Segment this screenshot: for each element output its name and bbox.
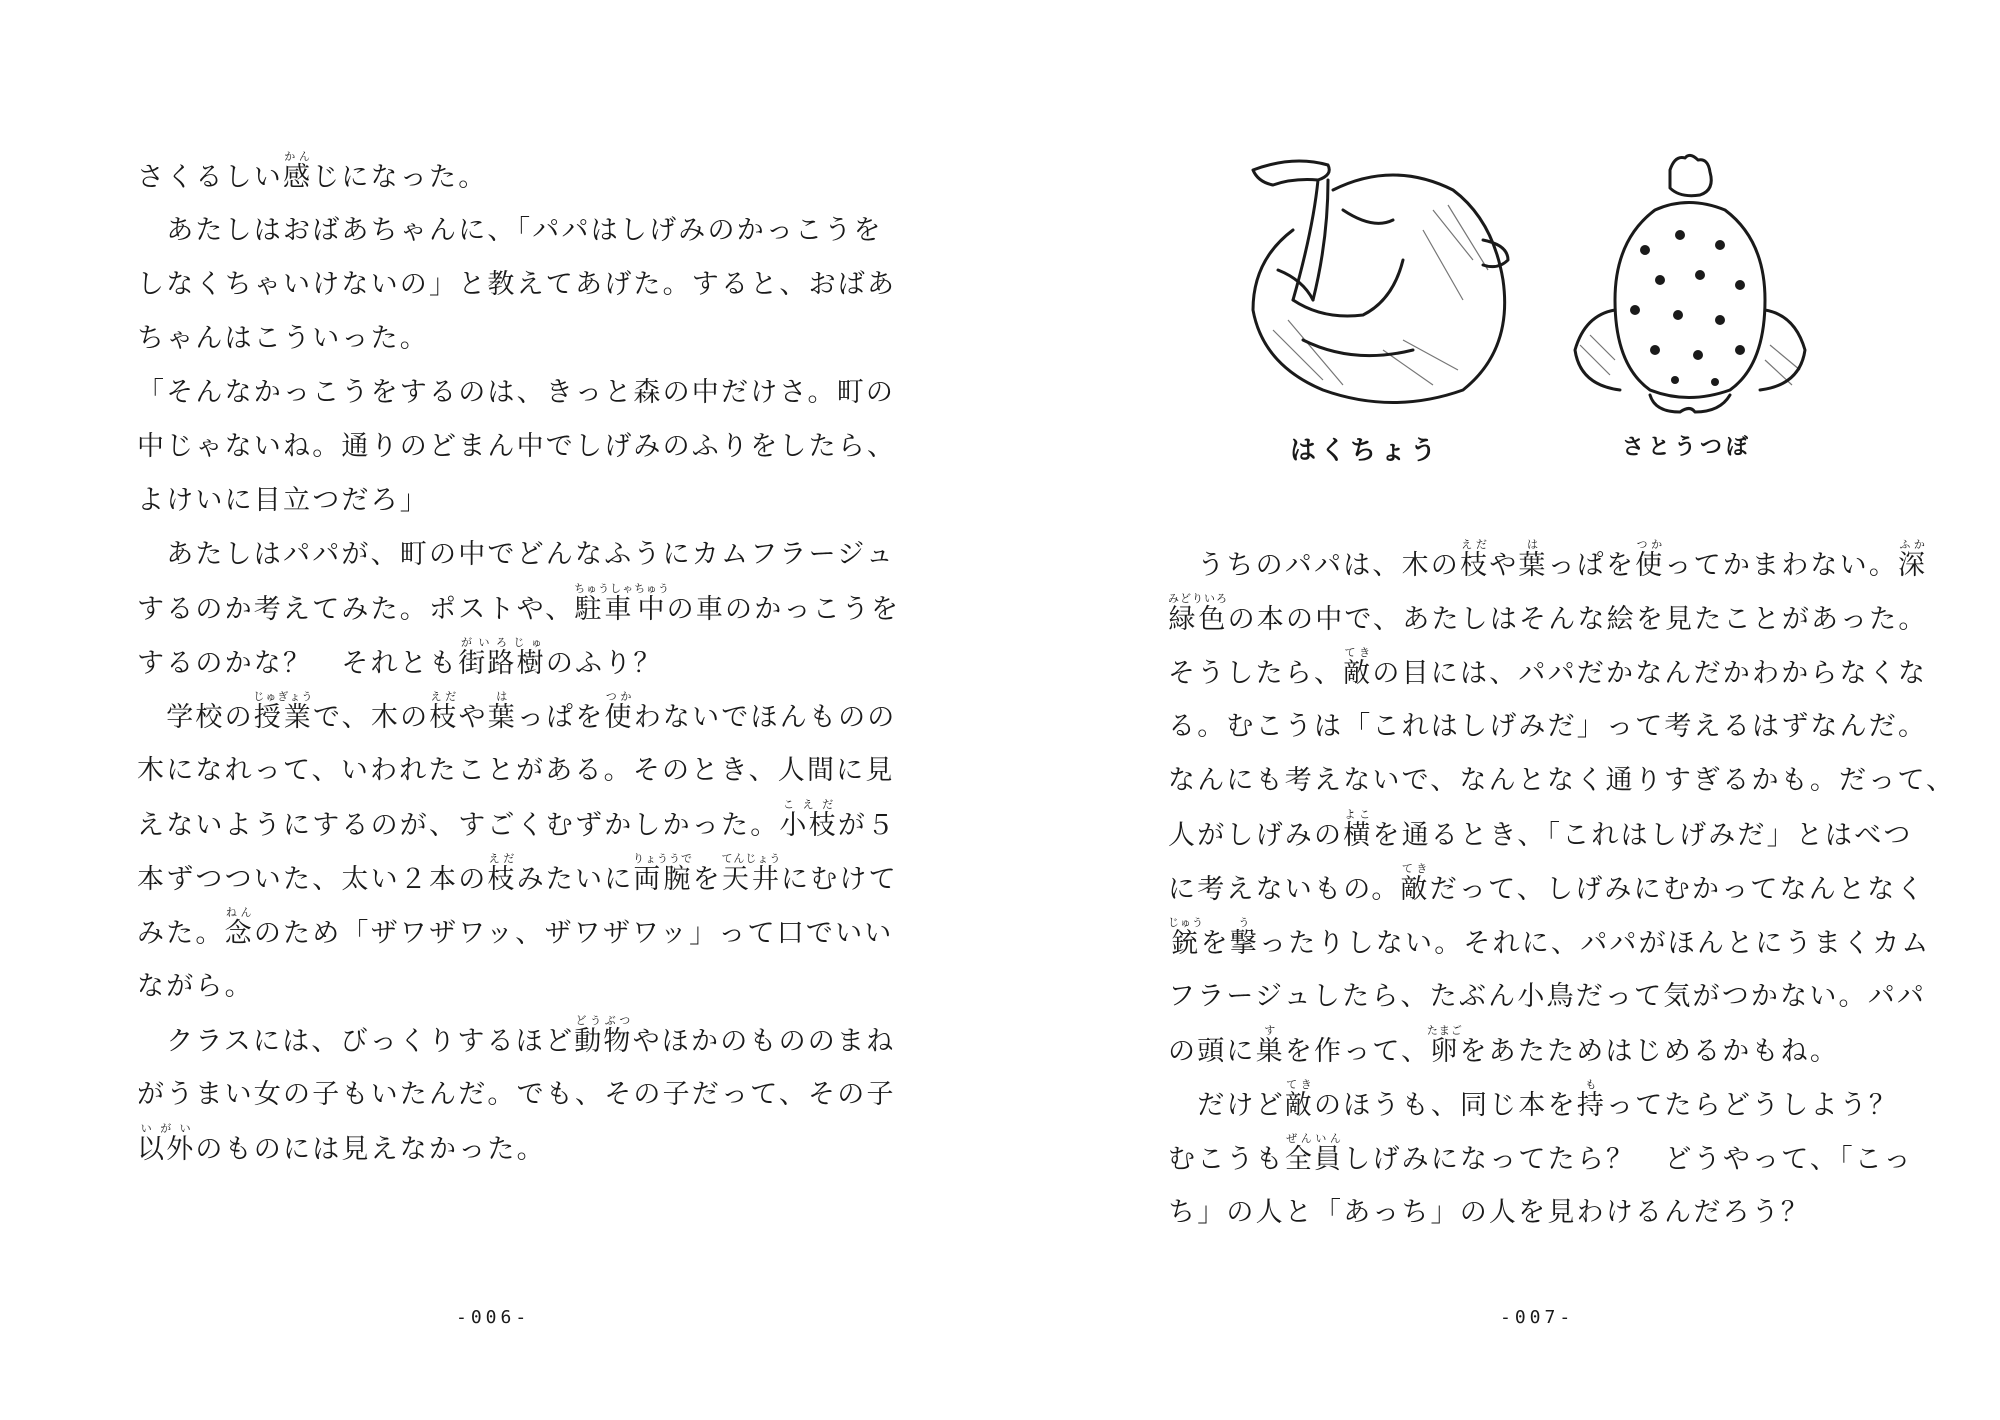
text-segment: がうまい女の子もいたんだ。でも、その子だって、その子 [137,1079,896,1110]
text-segment: 人がしげみの [1168,820,1344,851]
page-number-right: -007- [1500,1307,1575,1328]
text-segment: のふり？ [545,648,663,679]
furigana: よこ [1343,808,1373,821]
ruby-word [1898,538,1928,581]
ruby-base: 街路樹 [458,648,546,679]
furigana: う [1229,916,1259,929]
ruby-base: 撃 [1229,928,1259,959]
ruby-base: 敵 [1343,658,1373,689]
ruby-base: 両腕 [633,864,694,895]
ruby-word [224,906,254,949]
ruby-word [429,690,459,733]
ruby-word [487,852,517,895]
text-segment: するのかな？ それとも [137,648,459,679]
text-line [137,1068,896,1122]
ruby-base: 枝 [487,864,517,895]
text-segment: よけいに目立つだろ」 [137,485,429,516]
text-segment: 本ずつついた、太い２本の [137,864,488,895]
sugar-pot-pose-illustration [1560,150,1820,430]
ruby-base: 緑色 [1168,604,1228,635]
text-segment: のほうも、同じ本を [1314,1090,1577,1121]
furigana: みどりいろ [1168,592,1228,605]
text-segment: 木になれって、いわれたことがある。そのとき、人間に見 [137,755,895,786]
furigana: は [1518,538,1548,551]
ruby-word [487,690,517,733]
ruby-base: 全員 [1284,1144,1344,1175]
furigana: ねん [224,906,254,919]
ruby-base: 中 [634,594,671,625]
ruby-word [721,852,782,895]
ruby-word [253,690,314,733]
text-segment: 「そんなかっこうをするのは、きっと森の中だけさ。町の [137,377,896,408]
text-segment: うちのパパは、木の [1168,550,1460,581]
furigana: も [1576,1078,1607,1091]
ruby-base: 枝 [1460,550,1490,581]
furigana: えだ [487,852,517,865]
text-segment: の本の中で、あたしはそんな絵を見たことがあった。 [1227,604,1928,635]
ruby-word [1229,916,1259,959]
text-line [1168,538,1928,592]
furigana: ぜんいん [1284,1132,1344,1145]
ruby-base: 感 [283,162,313,193]
text-segment: するのか考えてみた。ポストや、 [137,594,575,625]
ruby-base: 以外 [137,1134,196,1165]
furigana: いがい [137,1122,196,1135]
text-segment: の頭に [1168,1036,1256,1067]
ruby-word [283,150,313,193]
ruby-base: 葉 [487,702,517,733]
text-segment: る。むこうは「これはしげみだ」って考えるはずなんだ。 [1168,711,1928,742]
text-segment: や [1489,550,1519,581]
text-segment: さくるしい [137,162,283,193]
text-line [1168,1132,1913,1186]
ruby-base: 枝 [429,702,459,733]
text-segment: クラスには、びっくりするほど [137,1026,575,1057]
ruby-base: 駐車 [574,594,635,625]
ruby-word [633,852,694,895]
right-page [1000,0,2000,1420]
text-segment: フラージュしたら、たぶん小鳥だって気がつかない。パパ [1168,981,1927,1012]
text-segment: むこうも [1168,1144,1285,1175]
ruby-word [1255,1024,1285,1067]
furigana: つか [1635,538,1665,551]
text-segment: だって、しげみにむかってなんとなく [1429,874,1926,905]
text-segment: の車のかっこうを [666,594,901,625]
text-segment: っぱを [1547,550,1636,581]
text-segment: みた。 [137,918,225,949]
ruby-base: 動物 [574,1026,633,1057]
text-segment: が５ [837,810,897,841]
ruby-word [1400,862,1430,905]
furigana: どうぶつ [574,1014,633,1027]
page-number-left: -006- [456,1307,531,1328]
ruby-base: 敵 [1400,874,1430,905]
ruby-word [574,1014,633,1057]
text-line [137,150,857,204]
left-body-text [137,150,901,1176]
ruby-word [458,636,546,679]
text-segment: で、木の [313,702,430,733]
text-segment: そうしたら、 [1168,658,1344,689]
text-segment: しなくちゃいけないの」と教えてあげた。すると、おばあ [137,269,897,300]
text-line [137,474,857,528]
ruby-base: 小枝 [779,810,838,841]
ruby-word [574,582,635,625]
text-segment: に考えないもの。 [1168,874,1401,905]
furigana: つか [604,690,634,703]
text-line [1168,592,1928,646]
ruby-word [604,690,634,733]
ruby-word [779,798,838,841]
ruby-word [1343,808,1373,851]
text-segment: ち」の人と「あっち」の人を見わけるんだろう？ [1168,1197,1811,1228]
ruby-base: 卵 [1426,1036,1463,1067]
ruby-base: 天井 [721,864,782,895]
furigana: ふか [1898,538,1928,551]
ruby-word [1518,538,1548,581]
text-segment: あたしはおばあちゃんに、「パパはしげみのかっこうを [137,215,883,246]
text-line [137,204,883,258]
text-segment: あたしはパパが、町の中でどんなふうにカムフラージュ [137,539,896,570]
text-line [1168,916,1931,970]
ruby-base: 横 [1343,820,1373,851]
ruby-base: 使 [604,702,634,733]
text-segment: のため「ザワザワッ、ザワザワッ」って口でいい [253,918,894,949]
furigana: てんじょう [721,852,782,865]
text-line [137,420,897,474]
furigana: じゅぎょう [253,690,314,703]
text-line [1168,700,1928,754]
ruby-word [1576,1078,1607,1121]
ruby-base: 使 [1635,550,1665,581]
text-segment: しげみになってたら？ どうやって、「こっ [1343,1144,1913,1175]
text-segment: えないようにするのが、すごくむずかしかった。 [137,810,780,841]
furigana: えだ [1460,538,1490,551]
text-line [137,1014,896,1068]
furigana: ちゅうしゃ [574,582,635,595]
text-segment: 学校の [137,702,254,733]
text-line [137,798,897,852]
text-segment: のものには見えなかった。 [195,1134,546,1165]
text-line [1168,646,1928,700]
text-line [1168,1024,1888,1078]
text-line [137,582,901,636]
furigana: りょううで [633,852,694,865]
furigana: じゅう [1168,916,1204,929]
text-line [137,366,896,420]
text-segment: ったりしない。それに、パパがほんとにうまくカム [1259,928,1931,959]
text-segment: ながら。 [137,971,254,1002]
text-segment: を [1200,928,1230,959]
ruby-word [1426,1024,1463,1067]
text-segment: だけど [1168,1090,1285,1121]
ruby-word [137,1122,196,1165]
text-line [1168,1078,1899,1132]
furigana: えだ [429,690,459,703]
text-line [137,258,897,312]
furigana: は [487,690,517,703]
caption-swan: はくちょう [1290,436,1441,466]
furigana: がいろじゅ [458,636,546,649]
ruby-base: 深 [1898,550,1928,581]
ruby-word [1460,538,1490,581]
text-segment: みたいに [516,864,634,895]
furigana: てき [1284,1078,1315,1091]
text-line [137,960,857,1014]
text-line [137,1122,857,1176]
swan-pose-illustration [1233,150,1533,420]
ruby-word [1168,592,1228,635]
text-line [137,312,857,366]
ruby-base: 授業 [253,702,314,733]
text-line [137,906,894,960]
text-segment: ってたらどうしよう？ [1606,1090,1899,1121]
ruby-base: 敵 [1284,1090,1315,1121]
text-segment: や [458,702,488,733]
text-segment: じになった。 [312,162,488,193]
text-line [1168,754,1956,808]
text-line [137,528,896,582]
ruby-word [634,582,671,625]
ruby-word [1284,1078,1315,1121]
text-line [1168,862,1926,916]
furigana: ちゅう [634,582,671,595]
ruby-base: 銃 [1168,928,1204,959]
text-segment: っぱを [516,702,605,733]
furigana: かん [283,150,313,163]
ruby-word [1284,1132,1344,1175]
ruby-base: 持 [1576,1090,1607,1121]
ruby-word [1635,538,1665,581]
text-segment: わないでほんものの [633,702,897,733]
text-line [1168,808,1913,862]
ruby-word [1168,916,1204,959]
text-segment: にむけて [781,864,898,895]
text-segment: ってかまわない。 [1664,550,1899,581]
furigana: てき [1400,862,1430,875]
furigana: す [1255,1024,1285,1037]
text-segment: 中じゃないね。通りのどまん中でしげみのふりをしたら、 [137,431,897,462]
text-line [137,690,897,744]
text-segment: を [692,864,722,895]
text-line [137,636,857,690]
text-line [1168,970,1927,1024]
text-segment: の目には、パパだかなんだかわからなくな [1372,658,1928,689]
text-segment: なんにも考えないで、なんとなく通りすぎるかも。だって、 [1168,765,1956,796]
furigana: てき [1343,646,1373,659]
caption-sugar-pot: さとうつぼ [1622,435,1753,460]
right-body-text [1168,538,1956,1240]
furigana: たまご [1426,1024,1463,1037]
ruby-word [1343,646,1373,689]
text-segment: を通るとき、「これはしげみだ」とはべつ [1372,820,1913,851]
ruby-base: 葉 [1518,550,1548,581]
text-line [137,744,895,798]
ruby-base: 巣 [1255,1036,1285,1067]
ruby-base: 念 [224,918,254,949]
text-line [137,852,898,906]
text-segment: を作って、 [1284,1036,1431,1067]
furigana: こえだ [779,798,838,811]
text-segment: やほかのもののまね [632,1026,896,1057]
text-line [1168,1186,1888,1240]
text-segment: ちゃんはこういった。 [137,323,429,354]
text-segment: をあたためはじめるかもね。 [1459,1036,1840,1067]
